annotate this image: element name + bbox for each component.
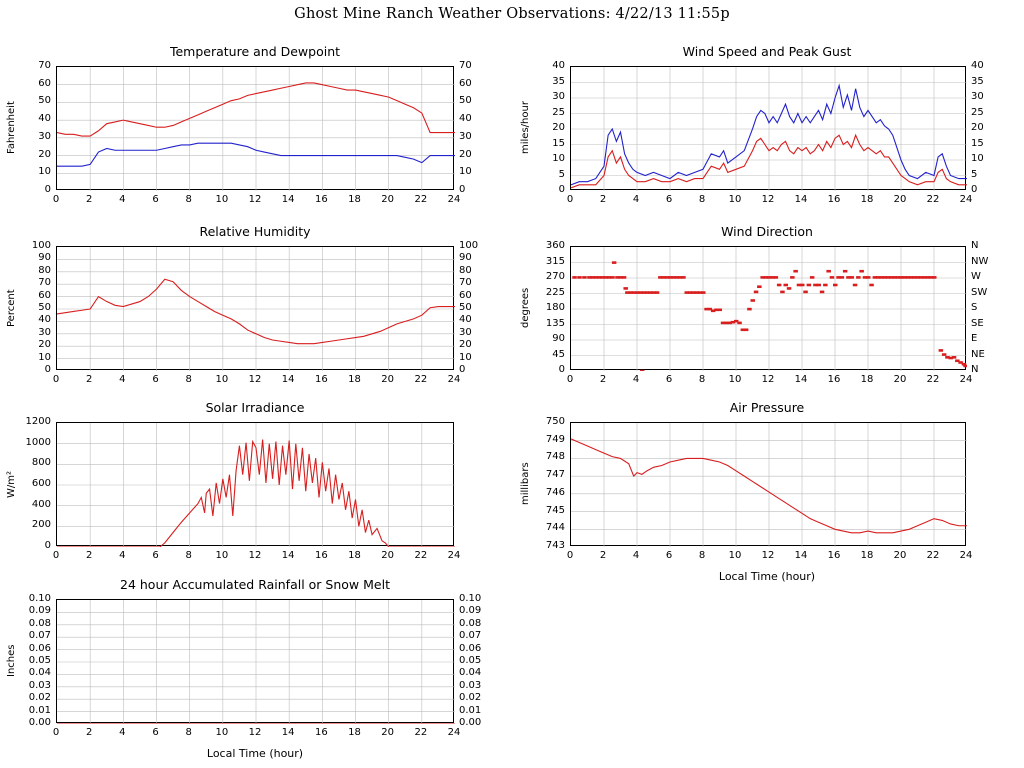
y-tick-winddir: 45 (552, 348, 565, 360)
y-tick-temperature: 0 (44, 184, 51, 195)
chart-title-humidity: Relative Humidity (199, 224, 311, 239)
x-tick-humidity: 14 (281, 374, 295, 385)
x-tick-humidity: 8 (185, 374, 192, 385)
x-tick-solar: 18 (348, 550, 361, 561)
x-tick-wind: 6 (665, 194, 673, 205)
y-tick-right-winddir: SW (971, 286, 988, 298)
y-tick-solar: 600 (31, 478, 51, 489)
y-tick-rainfall: 0.06 (28, 642, 51, 654)
y-tick-rainfall: 0.05 (28, 655, 51, 666)
x-tick-pressure: 24 (959, 550, 973, 561)
y-tick-right-winddir: NW (971, 255, 989, 267)
y-tick-right-rainfall: 0.01 (459, 704, 482, 716)
y-tick-right-rainfall: 0.10 (459, 593, 482, 604)
y-tick-rainfall: 0.09 (28, 605, 51, 617)
y-tick-right-temperature: 10 (459, 166, 472, 178)
x-tick-rainfall: 24 (447, 727, 461, 738)
x-tick-solar: 16 (314, 550, 328, 561)
x-tick-temperature: 18 (348, 194, 361, 205)
x-tick-temperature: 10 (215, 194, 229, 205)
y-tick-right-wind: 20 (971, 122, 984, 133)
y-tick-right-rainfall: 0.07 (459, 630, 482, 642)
x-tick-humidity: 20 (381, 374, 395, 385)
y-tick-humidity: 60 (38, 289, 51, 301)
y-tick-right-winddir: W (971, 271, 981, 282)
y-tick-humidity: 90 (38, 252, 51, 264)
y-tick-solar: 400 (31, 498, 51, 510)
y-tick-right-rainfall: 0.03 (459, 679, 482, 691)
y-tick-pressure: 748 (545, 451, 565, 463)
x-tick-rainfall: 6 (152, 727, 159, 738)
y-tick-right-wind: 0 (971, 184, 978, 195)
x-tick-humidity: 22 (414, 374, 428, 385)
y-tick-pressure: 746 (545, 486, 565, 498)
y-tick-right-temperature: 70 (459, 60, 472, 71)
y-tick-right-humidity: 100 (459, 240, 479, 251)
y-tick-pressure: 750 (545, 416, 565, 427)
x-tick-humidity: 18 (348, 374, 361, 385)
y-tick-temperature: 20 (38, 148, 51, 160)
y-tick-right-humidity: 20 (459, 339, 472, 351)
y-tick-humidity: 20 (38, 339, 51, 351)
y-tick-right-rainfall: 0.06 (459, 642, 482, 654)
y-tick-humidity: 40 (38, 314, 51, 326)
x-tick-solar: 6 (152, 550, 159, 561)
y-tick-right-winddir: E (971, 333, 978, 344)
y-tick-temperature: 30 (38, 130, 51, 142)
x-axis-label-rainfall: Local Time (hour) (206, 747, 304, 760)
x-tick-humidity: 12 (248, 374, 262, 385)
x-tick-solar: 20 (381, 550, 395, 561)
chart-panel-temperature (0, 42, 510, 212)
y-tick-winddir: 270 (545, 271, 565, 282)
chart-title-solar: Solar Irradiance (205, 400, 305, 415)
x-tick-solar: 8 (185, 550, 192, 561)
x-tick-wind: 4 (632, 194, 640, 205)
y-tick-winddir: 360 (545, 240, 565, 251)
y-tick-right-rainfall: 0.05 (459, 655, 482, 666)
x-tick-solar: 12 (248, 550, 262, 561)
y-tick-wind: 35 (552, 75, 565, 87)
y-tick-wind: 40 (552, 60, 565, 71)
x-tick-pressure: 0 (566, 550, 574, 561)
chart-title-pressure: Air Pressure (729, 400, 805, 415)
x-tick-pressure: 16 (827, 550, 841, 561)
x-tick-humidity: 0 (52, 374, 60, 385)
y-tick-wind: 15 (552, 137, 565, 149)
y-tick-right-rainfall: 0.08 (459, 617, 482, 629)
x-tick-solar: 22 (414, 550, 428, 561)
y-axis-label-rainfall: Inches (6, 644, 17, 678)
x-tick-pressure: 22 (926, 550, 940, 561)
y-tick-wind: 25 (552, 106, 565, 118)
y-tick-right-wind: 30 (971, 91, 984, 102)
x-tick-rainfall: 4 (119, 727, 126, 738)
x-tick-temperature: 2 (85, 194, 93, 205)
x-tick-rainfall: 16 (314, 727, 328, 738)
y-tick-temperature: 50 (38, 95, 51, 107)
x-tick-pressure: 10 (728, 550, 742, 561)
y-tick-winddir: 135 (545, 317, 565, 329)
y-tick-rainfall: 0.08 (28, 617, 51, 629)
x-tick-rainfall: 8 (185, 727, 192, 738)
x-tick-rainfall: 20 (381, 727, 395, 738)
y-tick-rainfall: 0.10 (28, 593, 51, 604)
x-tick-temperature: 0 (52, 194, 60, 205)
y-tick-pressure: 745 (545, 504, 565, 516)
x-tick-rainfall: 12 (248, 727, 262, 738)
y-tick-wind: 5 (558, 168, 565, 180)
x-tick-temperature: 14 (281, 194, 295, 205)
chart-title-rainfall: 24 hour Accumulated Rainfall or Snow Melt (120, 577, 390, 592)
x-tick-winddir: 14 (794, 374, 808, 385)
chart-panel-rainfall (0, 575, 510, 760)
x-tick-solar: 4 (119, 550, 126, 561)
x-tick-wind: 14 (794, 194, 808, 205)
y-tick-right-temperature: 30 (459, 130, 472, 142)
y-tick-right-winddir: SE (971, 317, 984, 329)
y-tick-solar: 800 (31, 457, 51, 469)
x-tick-wind: 16 (827, 194, 841, 205)
x-tick-temperature: 22 (414, 194, 428, 205)
x-tick-pressure: 20 (893, 550, 907, 561)
y-tick-right-wind: 35 (971, 75, 984, 87)
y-tick-right-rainfall: 0.09 (459, 605, 482, 617)
y-tick-pressure: 744 (545, 522, 565, 534)
x-tick-pressure: 14 (794, 550, 808, 561)
y-axis-label-temperature: Fahrenheit (6, 101, 17, 155)
y-tick-rainfall: 0.04 (28, 667, 51, 679)
x-tick-winddir: 8 (698, 374, 706, 385)
x-tick-pressure: 8 (698, 550, 706, 561)
x-tick-winddir: 12 (761, 374, 775, 385)
x-tick-pressure: 2 (599, 550, 607, 561)
y-tick-solar: 200 (31, 519, 51, 531)
plot-area-temperature (56, 66, 454, 190)
y-tick-right-humidity: 10 (459, 351, 472, 363)
x-tick-rainfall: 2 (85, 727, 93, 738)
y-tick-right-humidity: 80 (459, 264, 472, 276)
x-tick-winddir: 0 (566, 374, 574, 385)
y-tick-winddir: 225 (545, 286, 565, 298)
x-tick-humidity: 24 (447, 374, 461, 385)
y-tick-winddir: 315 (545, 255, 565, 267)
y-tick-right-rainfall: 0.00 (459, 717, 482, 728)
x-tick-temperature: 4 (119, 194, 126, 205)
y-tick-right-humidity: 60 (459, 289, 472, 301)
y-tick-solar: 1200 (25, 416, 51, 427)
y-tick-humidity: 50 (38, 302, 51, 313)
y-tick-humidity: 30 (38, 326, 51, 338)
x-tick-humidity: 10 (215, 374, 229, 385)
x-tick-winddir: 10 (728, 374, 742, 385)
x-tick-winddir: 24 (959, 374, 973, 385)
y-tick-winddir: 180 (545, 302, 565, 313)
x-tick-rainfall: 22 (414, 727, 428, 738)
chart-title-winddir: Wind Direction (721, 224, 813, 239)
y-tick-temperature: 60 (38, 77, 51, 89)
y-tick-right-humidity: 0 (459, 364, 466, 375)
x-tick-winddir: 4 (632, 374, 640, 385)
y-tick-wind: 20 (552, 122, 565, 133)
chart-title-temperature: Temperature and Dewpoint (169, 44, 341, 59)
plot-area-winddir (570, 246, 966, 370)
y-tick-humidity: 10 (38, 351, 51, 363)
y-tick-solar: 0 (44, 540, 51, 551)
x-tick-solar: 14 (281, 550, 295, 561)
chart-panel-wind-speed (510, 42, 1024, 212)
chart-panel-air-pressure (510, 398, 1024, 588)
x-tick-wind: 2 (599, 194, 607, 205)
plot-area-rainfall (56, 599, 454, 723)
y-tick-right-winddir: S (971, 302, 978, 313)
y-tick-right-rainfall: 0.04 (459, 667, 482, 679)
y-tick-humidity: 0 (44, 364, 51, 375)
chart-title-wind: Wind Speed and Peak Gust (682, 44, 852, 59)
x-tick-humidity: 4 (119, 374, 126, 385)
x-tick-pressure: 18 (860, 550, 874, 561)
x-tick-solar: 10 (215, 550, 229, 561)
x-tick-rainfall: 18 (348, 727, 361, 738)
y-axis-label-humidity: Percent (6, 289, 17, 327)
x-tick-wind: 0 (566, 194, 574, 205)
y-tick-rainfall: 0.03 (28, 679, 51, 691)
y-tick-temperature: 10 (38, 166, 51, 178)
y-tick-humidity: 70 (38, 277, 51, 289)
x-tick-wind: 8 (698, 194, 706, 205)
y-tick-wind: 30 (552, 91, 565, 102)
y-tick-right-wind: 40 (971, 60, 984, 71)
x-tick-humidity: 2 (85, 374, 93, 385)
x-tick-winddir: 20 (893, 374, 907, 385)
y-tick-winddir: 90 (552, 333, 565, 344)
y-tick-right-temperature: 40 (459, 113, 472, 125)
y-tick-right-wind: 5 (971, 168, 978, 180)
y-axis-label-solar: W/m² (6, 470, 17, 498)
x-tick-humidity: 16 (314, 374, 328, 385)
x-tick-pressure: 12 (761, 550, 775, 561)
x-tick-temperature: 16 (314, 194, 328, 205)
x-tick-rainfall: 0 (52, 727, 60, 738)
y-tick-humidity: 80 (38, 264, 51, 276)
plot-area-humidity (56, 246, 454, 370)
x-tick-pressure: 4 (632, 550, 640, 561)
y-tick-temperature: 40 (38, 113, 51, 125)
y-tick-pressure: 747 (545, 469, 565, 481)
y-axis-label-winddir: degrees (520, 287, 531, 329)
x-tick-temperature: 8 (185, 194, 192, 205)
x-tick-rainfall: 14 (281, 727, 295, 738)
y-axis-label-wind: miles/hour (520, 101, 531, 155)
x-tick-wind: 18 (860, 194, 874, 205)
x-tick-temperature: 24 (447, 194, 461, 205)
y-tick-pressure: 743 (545, 540, 565, 551)
x-axis-label-pressure: Local Time (hour) (718, 570, 816, 583)
y-tick-pressure: 749 (545, 433, 565, 445)
y-tick-right-temperature: 0 (459, 184, 466, 195)
x-tick-winddir: 2 (599, 374, 607, 385)
x-tick-winddir: 6 (665, 374, 673, 385)
y-tick-right-humidity: 40 (459, 314, 472, 326)
chart-panel-solar-irradiance (0, 398, 510, 573)
y-tick-right-rainfall: 0.02 (459, 692, 482, 704)
y-tick-right-winddir: N (971, 240, 979, 251)
y-tick-rainfall: 0.00 (28, 717, 51, 728)
y-tick-winddir: 0 (558, 364, 565, 375)
y-tick-right-humidity: 90 (459, 252, 472, 264)
x-tick-winddir: 18 (860, 374, 874, 385)
y-tick-wind: 10 (552, 153, 565, 164)
x-tick-winddir: 22 (926, 374, 940, 385)
x-tick-temperature: 12 (248, 194, 262, 205)
x-tick-solar: 24 (447, 550, 461, 561)
y-tick-right-winddir: NE (971, 348, 985, 360)
y-tick-right-wind: 15 (971, 137, 984, 149)
y-tick-right-temperature: 20 (459, 148, 472, 160)
y-tick-solar: 1000 (25, 436, 51, 448)
plot-area-wind (570, 66, 966, 190)
y-tick-rainfall: 0.07 (28, 630, 51, 642)
y-tick-humidity: 100 (31, 240, 51, 251)
x-tick-temperature: 6 (152, 194, 159, 205)
x-tick-temperature: 20 (381, 194, 395, 205)
x-tick-wind: 12 (761, 194, 775, 205)
plot-area-solar (56, 422, 454, 546)
x-tick-wind: 20 (893, 194, 907, 205)
x-tick-wind: 10 (728, 194, 742, 205)
y-tick-temperature: 70 (38, 60, 51, 71)
y-tick-right-humidity: 30 (459, 326, 472, 338)
y-tick-wind: 0 (558, 184, 565, 195)
chart-panel-relative-humidity (0, 222, 510, 392)
x-tick-wind: 22 (926, 194, 940, 205)
y-axis-label-pressure: millibars (520, 462, 531, 506)
x-tick-rainfall: 10 (215, 727, 229, 738)
x-tick-solar: 2 (85, 550, 93, 561)
y-tick-right-humidity: 70 (459, 277, 472, 289)
x-tick-winddir: 16 (827, 374, 841, 385)
plot-area-pressure (570, 422, 966, 546)
x-tick-humidity: 6 (152, 374, 159, 385)
y-tick-right-wind: 10 (971, 153, 984, 164)
x-tick-wind: 24 (959, 194, 973, 205)
page-title: Ghost Mine Ranch Weather Observations: 4/22/13 11:55p (294, 6, 730, 22)
chart-panel-wind-direction (510, 222, 1024, 392)
x-tick-solar: 0 (52, 550, 60, 561)
y-tick-rainfall: 0.01 (28, 704, 51, 716)
y-tick-rainfall: 0.02 (28, 692, 51, 704)
y-tick-right-temperature: 50 (459, 95, 472, 107)
y-tick-right-winddir: N (971, 364, 979, 375)
x-tick-pressure: 6 (665, 550, 673, 561)
y-tick-right-humidity: 50 (459, 302, 472, 313)
y-tick-right-temperature: 60 (459, 77, 472, 89)
y-tick-right-wind: 25 (971, 106, 984, 118)
